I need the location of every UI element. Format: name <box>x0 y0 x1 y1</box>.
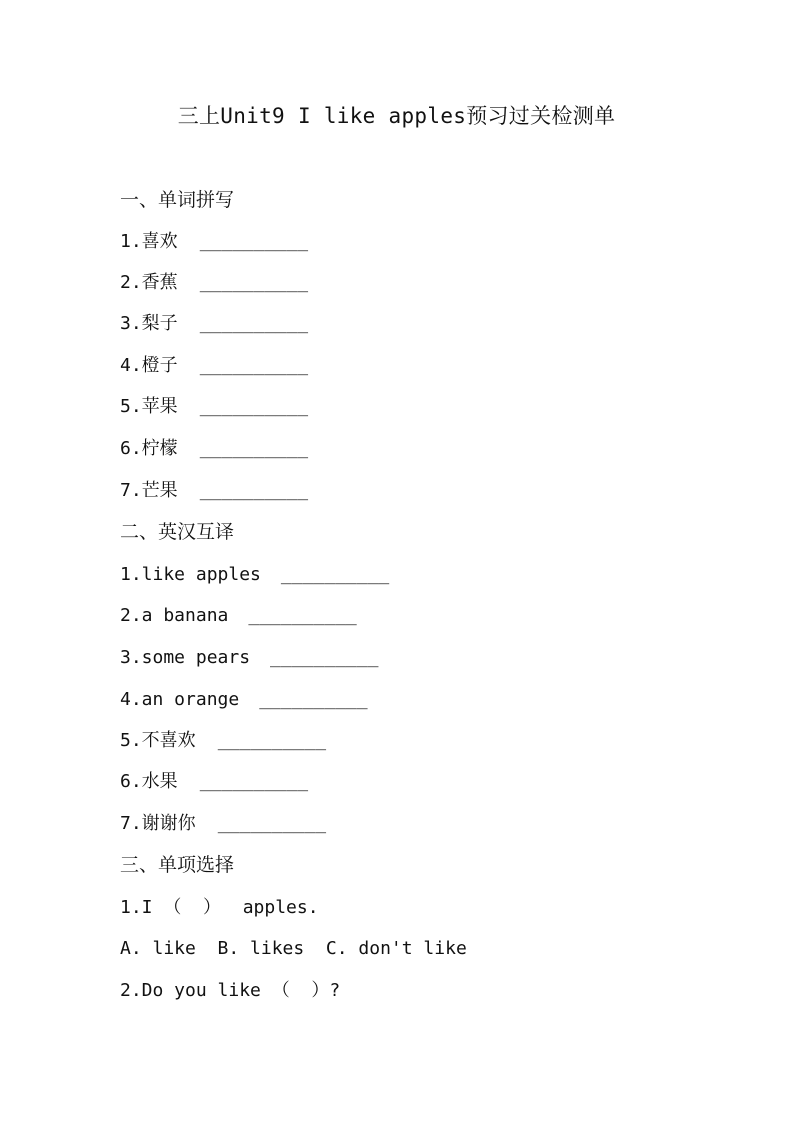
answer-blank[interactable]: __________ <box>199 272 309 293</box>
spelling-item <box>120 230 308 254</box>
choice-question-2: 2.Do you like （ ）? <box>120 980 341 1001</box>
item-prompt: 4.橙子 <box>120 355 178 376</box>
answer-blank[interactable]: __________ <box>199 771 309 792</box>
section-heading-choice: 三、单项选择 <box>120 854 235 876</box>
item-prompt: 4.an orange <box>120 689 240 710</box>
choice-question-1: 1.I （ ） apples. <box>120 897 319 918</box>
answer-blank[interactable]: __________ <box>280 564 390 585</box>
translation-item <box>120 688 368 712</box>
page-title: 三上Unit9 I like apples预习过关检测单 <box>177 104 616 128</box>
item-prompt: 2.香蕉 <box>120 272 178 293</box>
translation-item <box>120 770 308 794</box>
translation-item <box>120 604 357 628</box>
section-heading-translation: 二、英汉互译 <box>120 521 235 543</box>
item-prompt: 6.柠檬 <box>120 438 178 459</box>
spelling-item <box>120 479 308 503</box>
answer-blank[interactable]: __________ <box>270 647 379 668</box>
item-prompt: 3.some pears <box>120 647 251 668</box>
spelling-item <box>120 312 308 336</box>
item-prompt: 5.不喜欢 <box>120 730 196 751</box>
answer-blank[interactable]: __________ <box>199 313 309 334</box>
section-heading-spelling: 一、单词拼写 <box>120 189 235 211</box>
item-prompt: 7.谢谢你 <box>120 813 196 834</box>
spelling-item <box>120 354 308 378</box>
translation-item <box>120 563 389 587</box>
translation-item <box>120 646 378 670</box>
answer-blank[interactable]: __________ <box>199 355 309 376</box>
spelling-item <box>120 395 308 419</box>
spelling-item <box>120 437 308 461</box>
answer-blank[interactable]: __________ <box>217 730 327 751</box>
choice-options-1: A. like B. likes C. don't like <box>120 938 467 959</box>
answer-blank[interactable]: __________ <box>199 480 309 501</box>
item-prompt: 7.芒果 <box>120 480 178 501</box>
translation-item <box>120 729 326 753</box>
item-prompt: 2.a banana <box>120 605 229 626</box>
item-prompt: 5.苹果 <box>120 396 178 417</box>
item-prompt: 3.梨子 <box>120 313 178 334</box>
answer-blank[interactable]: __________ <box>199 396 309 417</box>
answer-blank[interactable]: __________ <box>199 438 309 459</box>
answer-blank[interactable]: __________ <box>259 689 368 710</box>
item-prompt: 1.喜欢 <box>120 231 178 252</box>
translation-item <box>120 812 326 836</box>
spelling-item <box>120 271 308 295</box>
answer-blank[interactable]: __________ <box>199 231 309 252</box>
answer-blank[interactable]: __________ <box>248 605 357 626</box>
item-prompt: 1.like apples <box>120 564 261 585</box>
item-prompt: 6.水果 <box>120 771 178 792</box>
answer-blank[interactable]: __________ <box>217 813 327 834</box>
